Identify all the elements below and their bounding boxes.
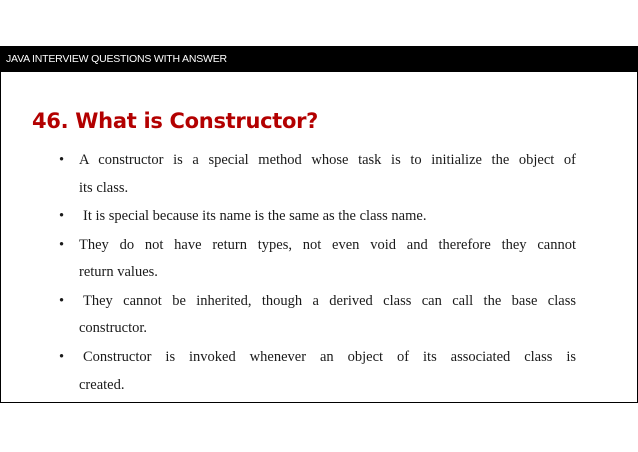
slide-title: 46. What is Constructor? xyxy=(32,109,319,133)
bullet-text-line: Constructor is invoked whenever an object of its associated class is xyxy=(83,349,576,365)
bullet-text-line: created. xyxy=(79,377,125,393)
bullet-icon: • xyxy=(59,293,65,309)
bullet-icon: • xyxy=(59,152,65,168)
slide-frame xyxy=(0,46,638,403)
bullet-text-line: It is special because its name is the same as the class name. xyxy=(83,208,427,224)
bullet-text-line: constructor. xyxy=(79,320,148,336)
bullet-icon: • xyxy=(59,349,65,365)
bullet-text-line: They do not have return types, not even void and therefore they cannot xyxy=(79,237,576,253)
bullet-text-line: They cannot be inherited, though a derived class can call the base class xyxy=(83,293,576,309)
bullet-icon: • xyxy=(59,208,65,224)
bullet-text-line: its class. xyxy=(79,180,129,196)
bullet-text-line: return values. xyxy=(79,264,158,280)
bullet-icon: • xyxy=(59,237,65,253)
bullet-list xyxy=(1,47,637,402)
header-title: JAVA INTERVIEW QUESTIONS WITH ANSWER xyxy=(6,53,227,65)
bullet-text-line: A constructor is a special method whose task is to initialize the object of xyxy=(79,152,576,168)
